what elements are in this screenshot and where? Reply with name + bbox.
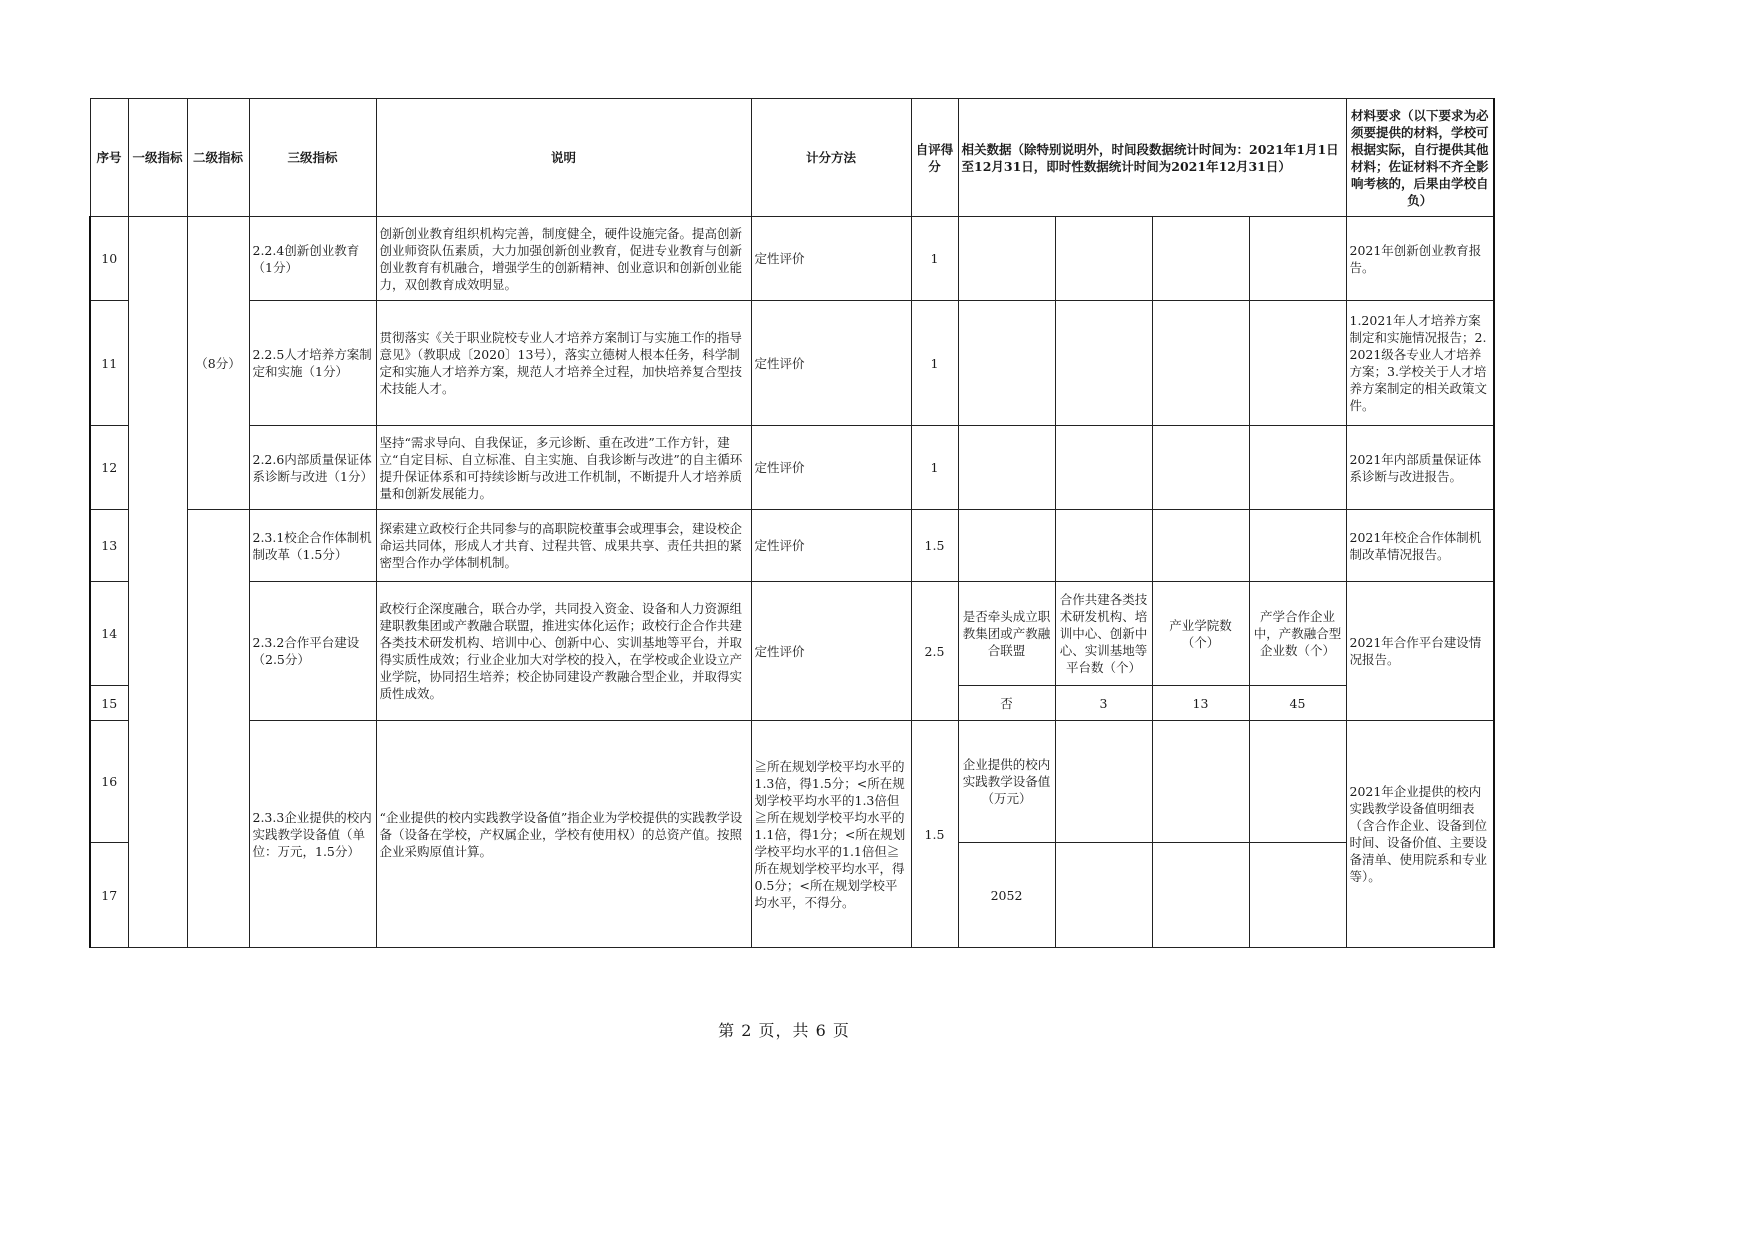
scoring-cell: 定性评价 [751,301,911,426]
level2-cell [187,510,249,948]
table-row [90,582,1494,686]
data-label-cell: 产学合作企业中，产教融合型企业数（个） [1249,582,1346,686]
level3-cell: 2.3.2合作平台建设（2.5分） [249,582,376,721]
table-row [90,217,1494,301]
data-cell [958,217,1055,301]
level1-cell [128,217,187,948]
level3-cell: 2.2.4创新创业教育（1分） [249,217,376,301]
materials-cell: 2021年校企合作体制机制改革情况报告。 [1346,510,1494,582]
materials-cell: 2021年企业提供的校内实践教学设备值明细表（含合作企业、设备到位时间、设备价值、主要设备清单、使用院系和专业等）。 [1346,721,1494,948]
data-label-cell: 合作共建各类技术研发机构、培训中心、创新中心、实训基地等平台数（个） [1055,582,1152,686]
score-cell: 1.5 [911,510,958,582]
row-seq: 10 [90,217,128,301]
data-value-cell: 45 [1249,686,1346,721]
data-cell [1055,301,1152,426]
data-cell [1055,426,1152,510]
data-cell [1249,843,1346,948]
scoring-cell: 定性评价 [751,582,911,721]
description-cell: 创新创业教育组织机构完善，制度健全，硬件设施完备。提高创新创业师资队伍素质，大力加强创新创业教育，促进专业教育与创新创业教育有机融合，增强学生的创新精神、创业意识和创新创业能力，双创教育成效明显。 [376,217,751,301]
data-cell [958,426,1055,510]
scoring-cell: 定性评价 [751,217,911,301]
scoring-cell: 定性评价 [751,426,911,510]
materials-cell: 2021年创新创业教育报告。 [1346,217,1494,301]
row-seq: 14 [90,582,128,686]
data-cell [1152,217,1249,301]
row-seq: 12 [90,426,128,510]
table-row [90,721,1494,843]
header-row [90,99,1494,217]
data-cell [1249,217,1346,301]
description-cell: 探索建立政校行企共同参与的高职院校董事会或理事会，建设校企命运共同体，形成人才共育、过程共管、成果共享、责任共担的紧密型合作办学体制机制。 [376,510,751,582]
header-level3: 三级指标 [249,99,376,217]
data-cell [1055,721,1152,843]
data-cell [1152,510,1249,582]
table-row [90,426,1494,510]
header-scoring: 计分方法 [751,99,911,217]
data-label-cell: 企业提供的校内实践教学设备值（万元） [958,721,1055,843]
data-cell [958,510,1055,582]
level3-cell: 2.3.1校企合作体制机制改革（1.5分） [249,510,376,582]
row-seq: 13 [90,510,128,582]
score-cell: 1 [911,301,958,426]
row-seq: 11 [90,301,128,426]
scoring-cell: 定性评价 [751,510,911,582]
header-seq: 序号 [90,99,128,217]
score-cell: 1.5 [911,721,958,948]
level3-cell: 2.2.6内部质量保证体系诊断与改进（1分） [249,426,376,510]
evaluation-table [89,98,1495,948]
data-value-cell: 3 [1055,686,1152,721]
page-footer: 第 2 页，共 6 页 [718,1021,850,1040]
data-label-cell: 是否牵头成立职教集团或产教融合联盟 [958,582,1055,686]
description-cell: 坚持“需求导向、自我保证，多元诊断、重在改进”工作方针，建立“自定目标、自立标准、自主实施、自我诊断与改进”的自主循环提升保证体系和可持续诊断与改进工作机制，不断提升人才培养质量和创新发展能力。 [376,426,751,510]
score-cell: 1 [911,217,958,301]
description-cell: 贯彻落实《关于职业院校专业人才培养方案制订与实施工作的指导意见》（教职成〔2020〕13号），落实立德树人根本任务，科学制定和实施人才培养方案，规范人才培养全过程，加快培养复合型技术技能人才。 [376,301,751,426]
header-description: 说明 [376,99,751,217]
data-cell [1055,510,1152,582]
header-level2: 二级指标 [187,99,249,217]
data-cell [1152,721,1249,843]
data-value-cell: 13 [1152,686,1249,721]
level3-cell: 2.2.5人才培养方案制定和实施（1分） [249,301,376,426]
data-cell [1249,510,1346,582]
data-cell [1055,217,1152,301]
scoring-cell: ≧所在规划学校平均水平的1.3倍，得1.5分；<所在规划学校平均水平的1.3倍但≧所在规划学校平均水平的1.1倍，得1分；<所在规划学校平均水平的1.1倍但≧所在规划学校平均水平，得0.5分；<所在规划学校平均水平，不得分。 [751,721,911,948]
header-self-score: 自评得分 [911,99,958,217]
materials-cell: 1.2021年人才培养方案制定和实施情况报告；2.2021级各专业人才培养方案；3.学校关于人才培养方案制定的相关政策文件。 [1346,301,1494,426]
table-row [90,301,1494,426]
description-cell: “企业提供的校内实践教学设备值”指企业为学校提供的实践教学设备（设备在学校，产权属企业，学校有使用权）的总资产值。按照企业采购原值计算。 [376,721,751,948]
materials-cell: 2021年内部质量保证体系诊断与改进报告。 [1346,426,1494,510]
data-cell [1249,721,1346,843]
header-level1: 一级指标 [128,99,187,217]
data-cell [1152,301,1249,426]
data-cell [1152,426,1249,510]
materials-cell: 2021年合作平台建设情况报告。 [1346,582,1494,721]
row-seq: 16 [90,721,128,843]
data-cell [1249,301,1346,426]
description-cell: 政校行企深度融合，联合办学，共同投入资金、设备和人力资源组建职教集团或产教融合联盟，推进实体化运作；政校行企合作共建各类技术研发机构、培训中心、创新中心、实训基地等平台，并取得实质性成效；行业企业加大对学校的投入，在学校或企业设立产业学院，协同招生培养；校企协同建设产教融合型企业，并取得实质性成效。 [376,582,751,721]
data-cell [1249,426,1346,510]
row-seq: 15 [90,686,128,721]
level2-note: （8分） [187,217,249,510]
data-cell [1152,843,1249,948]
header-data: 相关数据（除特别说明外，时间段数据统计时间为：2021年1月1日至12月31日，即时性数据统计时间为2021年12月31日） [958,99,1346,217]
score-cell: 2.5 [911,582,958,721]
score-cell: 1 [911,426,958,510]
header-materials: 材料要求（以下要求为必须要提供的材料，学校可根据实际，自行提供其他材料；佐证材料不齐全影响考核的，后果由学校自负） [1346,99,1494,217]
table-row [90,510,1494,582]
data-cell [958,301,1055,426]
data-value-cell: 2052 [958,843,1055,948]
data-value-cell: 否 [958,686,1055,721]
data-label-cell: 产业学院数（个） [1152,582,1249,686]
data-cell [1055,843,1152,948]
row-seq: 17 [90,843,128,948]
level3-cell: 2.3.3企业提供的校内实践教学设备值（单位：万元，1.5分） [249,721,376,948]
